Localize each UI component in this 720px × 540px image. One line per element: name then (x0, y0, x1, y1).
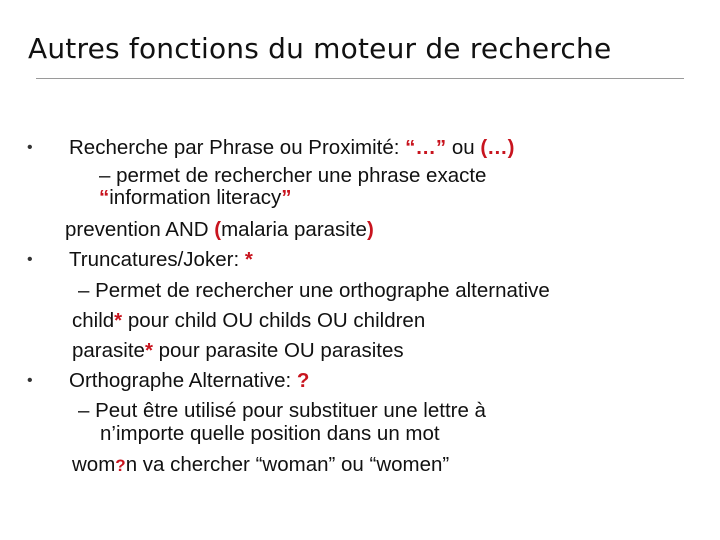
slide-title: Autres fonctions du moteur de recherche (28, 32, 612, 65)
orthographe-label: Orthographe Alternative: (69, 369, 297, 392)
phrase-description: – permet de rechercher une phrase exacte (99, 164, 487, 187)
truncature-example-2-rest: pour parasite OU parasites (152, 339, 404, 362)
phrase-example-2-prefix: prevention AND (65, 218, 215, 241)
question-operator: ? (296, 369, 310, 392)
orthographe-example (72, 453, 449, 478)
open-quote: “ (99, 186, 110, 209)
bullet-marker: • (27, 372, 33, 389)
close-quote: ” (281, 186, 292, 209)
star-operator: * (244, 248, 253, 271)
phrase-example-2-text: malaria parasite (221, 218, 367, 241)
paren-operator: (…) (480, 136, 515, 159)
open-paren: ( (214, 218, 222, 241)
orthographe-example-rest: n va chercher “woman” ou “women” (125, 453, 450, 476)
truncature-example-1-rest: pour child OU childs OU children (122, 309, 426, 332)
truncature-example-2-word: parasite (72, 339, 145, 362)
phrase-example-2 (65, 218, 374, 242)
bullet-marker: • (27, 251, 33, 268)
truncature-description: – Permet de rechercher une orthographe alternative (78, 279, 550, 302)
orthographe-example-prefix: wom (72, 453, 116, 476)
star-operator: * (144, 339, 153, 362)
truncature-example-2 (72, 339, 404, 363)
truncature-label: Truncatures/Joker: (69, 248, 245, 271)
orthographe-description-2: n’importe quelle position dans un mot (100, 422, 440, 445)
question-operator: ? (115, 456, 126, 475)
truncature-example-1 (72, 309, 425, 333)
close-paren: ) (366, 218, 374, 241)
bullet-marker: • (27, 139, 33, 156)
star-operator: * (114, 309, 123, 332)
title-divider (36, 78, 684, 79)
phrase-example-1 (99, 186, 292, 210)
orthographe-description-1: – Peut être utilisé pour substituer une lettre à (78, 399, 486, 422)
orthographe-heading (69, 369, 309, 393)
truncature-example-1-word: child (72, 309, 115, 332)
phrase-ou: ou (446, 136, 481, 159)
phrase-heading (69, 136, 515, 160)
truncature-heading (69, 248, 253, 272)
quote-operator: “…” (405, 136, 447, 159)
phrase-example-1-text: information literacy (109, 186, 282, 209)
phrase-label: Recherche par Phrase ou Proximité: (69, 136, 406, 159)
